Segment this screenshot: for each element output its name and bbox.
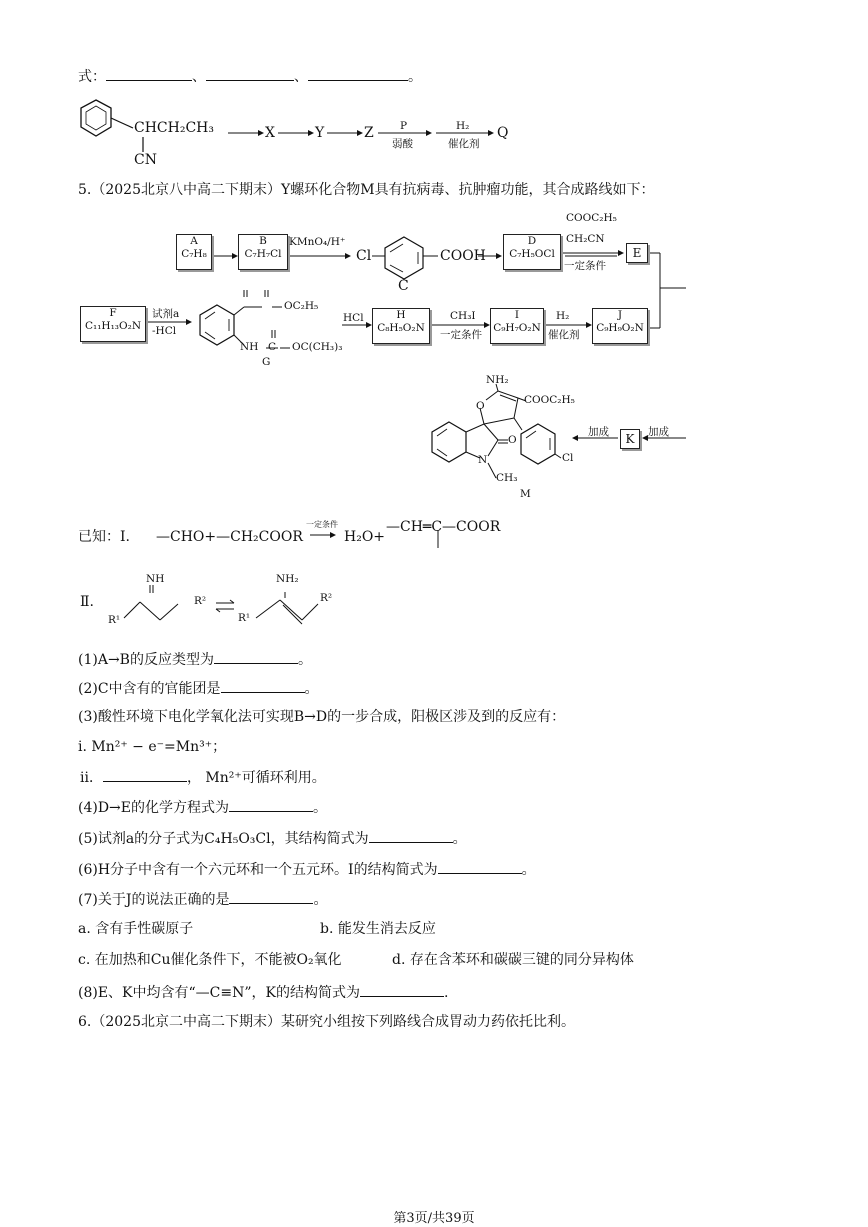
known-ii-r2b: R² <box>320 592 333 604</box>
question-1: (1)A→B的反应类型为 。 <box>78 649 312 670</box>
box-j: J C₉H₉O₂N <box>592 308 648 344</box>
m-ketone-o: O <box>508 434 517 446</box>
known-ii-r2a: R² <box>194 595 207 607</box>
known-ii-label: Ⅱ. <box>80 594 94 610</box>
reagent-cat: 催化剂 <box>548 329 580 341</box>
known-i-products: H₂O+ <box>344 529 386 545</box>
question-3-i: i. Mn²⁺ − e⁻=Mn³⁺； <box>78 739 227 755</box>
q4-step-x: X <box>265 125 275 141</box>
known-ii-nh: NH <box>146 573 165 585</box>
known-i-label: 已知：Ⅰ. <box>78 529 130 545</box>
question-6: (6)H分子中含有一个六元环和一个五元环。I的结构简式为 。 <box>78 859 536 880</box>
q4-step-q: Q <box>497 125 509 141</box>
question-5: (5)试剂a的分子式为C₄H₅O₃Cl，其结构简式为 。 <box>78 828 467 849</box>
known-ii-r1a: R¹ <box>108 614 121 626</box>
q4-cond-p: P <box>400 120 408 132</box>
c-cooh: COOH <box>440 248 486 264</box>
cond-1: 一定条件 <box>564 260 606 272</box>
cond-2: 一定条件 <box>440 329 482 341</box>
q4-cond-h2: H₂ <box>456 120 470 132</box>
reagent-kmno4: KMnO₄/H⁺ <box>289 236 346 248</box>
g-c: C <box>268 341 277 353</box>
m-o: O <box>476 400 485 412</box>
reagent-add-1: 加成 <box>588 426 609 438</box>
box-h: H C₈H₅O₂N <box>372 308 430 344</box>
known-ii-r1b: R¹ <box>238 612 251 624</box>
box-d: D C₇H₅OCl <box>503 234 561 270</box>
question-3: (3)酸性环境下电化学氧化法可实现B→D的一步合成，阳极区涉及到的反应有： <box>78 709 566 725</box>
q4-step-y: Y <box>315 125 325 141</box>
known-i-cond: 一定条件 <box>306 520 338 529</box>
box-a: A C₇H₈ <box>176 234 212 270</box>
q4-chain: CHCH₂CH₃ <box>134 120 214 136</box>
q4-cond-catalyst: 催化剂 <box>448 138 480 150</box>
q4-answer-line: 式： 、 、 。 <box>78 66 422 87</box>
reagent-h2: H₂ <box>556 310 570 322</box>
g-tbu: OC(CH₃)₃ <box>292 341 343 353</box>
box-b: B C₇H₇Cl <box>238 234 288 270</box>
reagent-ch2cn: CH₂CN <box>566 233 605 245</box>
reagent-ch3i: CH₃I <box>450 310 476 322</box>
question-2: (2)C中含有的官能团是 。 <box>78 678 319 699</box>
box-e: E <box>626 243 648 263</box>
q4-step-z: Z <box>364 125 374 141</box>
q4-cond-weak-acid: 弱酸 <box>392 138 413 150</box>
known-ii-nh2: NH₂ <box>276 573 299 585</box>
m-cooc2h5: COOC₂H₅ <box>524 394 575 406</box>
box-k: K <box>620 429 640 449</box>
question-7: (7)关于J的说法正确的是 。 <box>78 889 327 910</box>
known-i-product-structure: —CH═C—COOR <box>386 519 501 535</box>
m-cl: Cl <box>562 452 574 464</box>
c-cl: Cl <box>356 248 372 264</box>
reagent-a: 试剂a <box>152 308 180 320</box>
q4-cn: CN <box>134 152 157 168</box>
reagent-hcl: HCl <box>343 312 364 324</box>
c-label: C <box>398 278 409 294</box>
option-b: b. 能发生消去反应 <box>320 921 436 937</box>
m-nh2: NH₂ <box>486 374 509 386</box>
reagent-ester: COOC₂H₅ <box>566 212 617 224</box>
m-n: N <box>478 454 488 466</box>
page-footer: 第3页/共39页 <box>393 1211 475 1226</box>
q6-title: 6.（2025北京二中高二下期末）某研究小组按下列路线合成胃动力药依托比利。 <box>78 1014 575 1030</box>
g-label: G <box>262 356 271 368</box>
option-d: d. 存在含苯环和碳碳三键的同分异构体 <box>392 952 634 968</box>
q5-title: 5.（2025北京八中高二下期末）Y螺环化合物M具有抗病毒、抗肿瘤功能，其合成路线如下： <box>78 182 655 198</box>
reagent-minus-hcl: -HCl <box>152 325 177 337</box>
reagent-add-2: 加成 <box>648 426 669 438</box>
m-ch3: CH₃ <box>496 472 518 484</box>
question-8: (8)E、K中均含有“—C≡N”，K的结构简式为 . <box>78 982 448 1003</box>
option-a: a. 含有手性碳原子 <box>78 921 194 937</box>
known-i-reactants: —CHO+—CH₂COOR <box>156 529 303 545</box>
option-c: c. 在加热和Cu催化条件下，不能被O₂氧化 <box>78 952 342 968</box>
g-nh: NH <box>240 341 259 353</box>
question-4: (4)D→E的化学方程式为 。 <box>78 797 327 818</box>
box-i: I C₉H₇O₂N <box>490 308 544 344</box>
g-oc2h5: OC₂H₅ <box>284 300 319 312</box>
box-f: F C₁₁H₁₃O₂N <box>80 306 146 342</box>
question-3-ii: ii． ， Mn²⁺可循环利用。 <box>80 767 326 788</box>
m-label: M <box>520 488 531 500</box>
